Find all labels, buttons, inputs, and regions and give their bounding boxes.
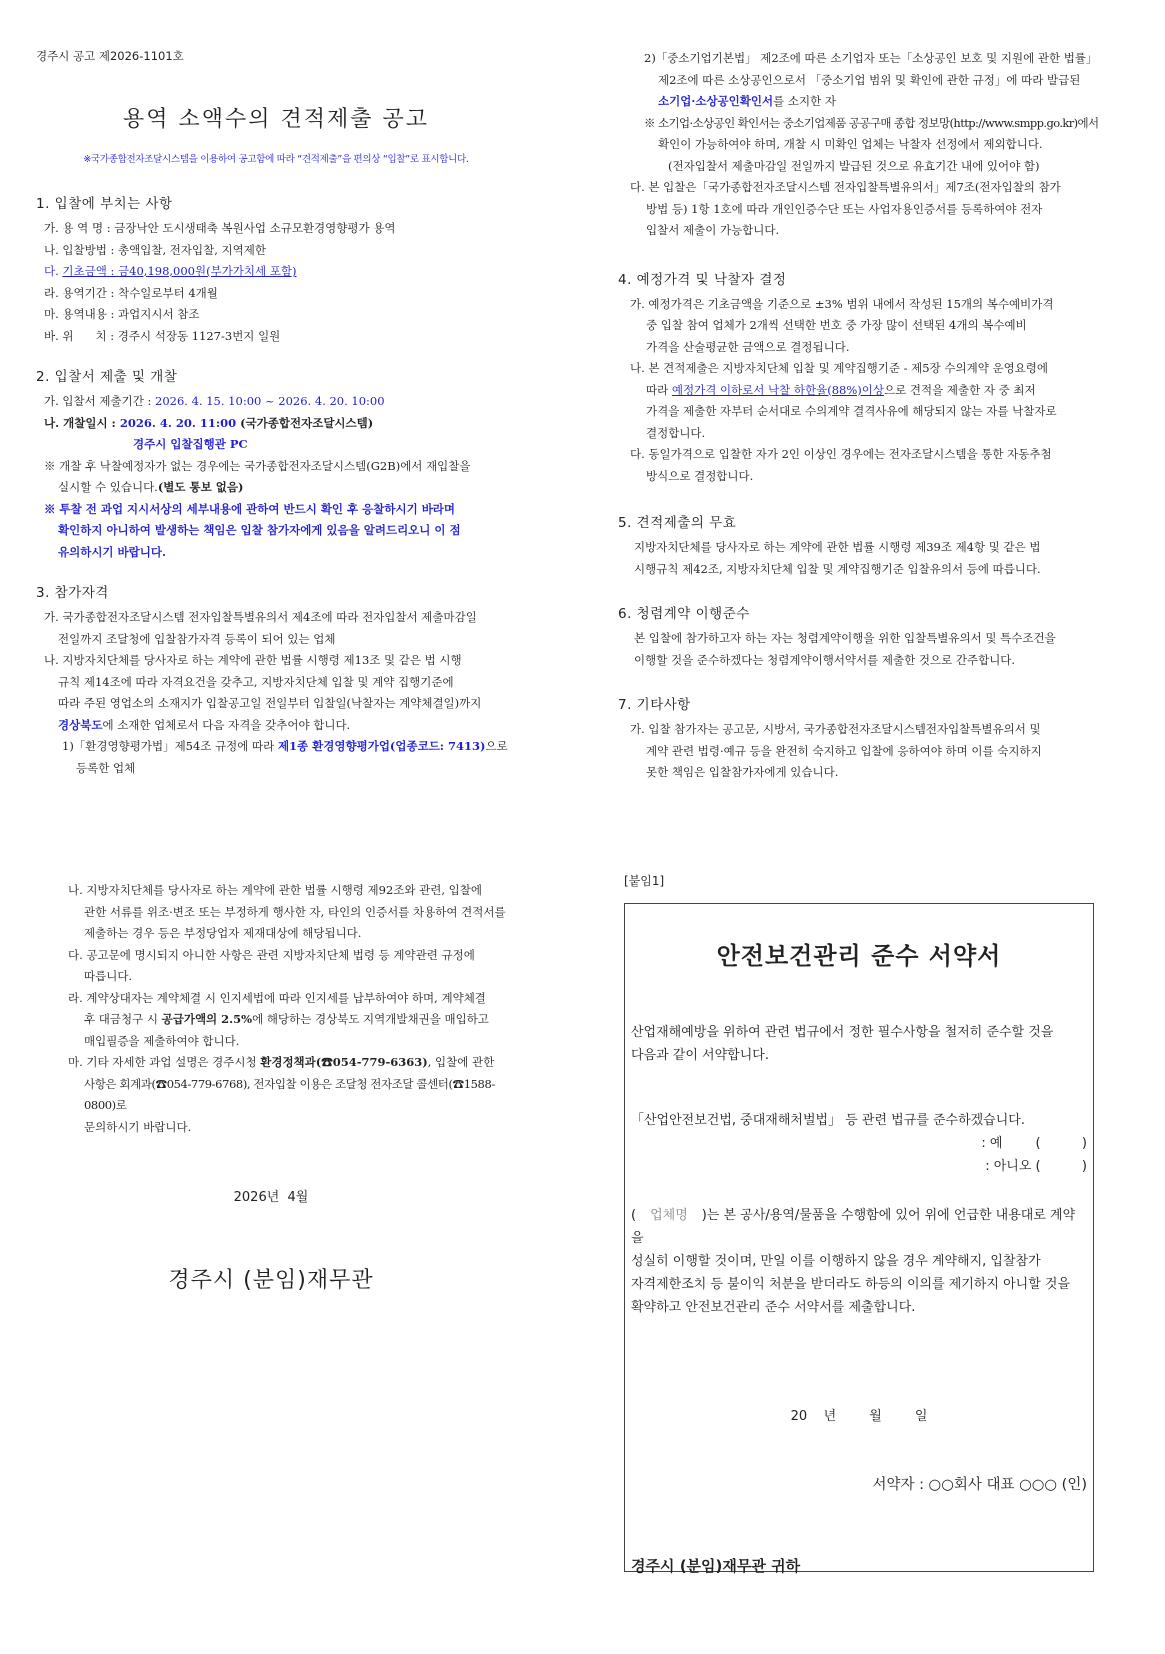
region-gyeongbuk: 경상북도 xyxy=(58,717,103,732)
pledge-no-option[interactable]: : 아니오 ( ) xyxy=(985,1159,1087,1174)
s4-item-da-2: 방식으로 결정합니다. xyxy=(646,468,754,483)
s7-item-ra-2-rest: 에 해당하는 경상북도 지역개발채권을 매입하고 xyxy=(252,1012,489,1026)
s2-note-1 xyxy=(36,456,516,499)
s6-para-1: 본 입찰에 참가하고자 하는 자는 청렴계약이행을 위한 입찰특별유의서 및 특수조건을 xyxy=(634,631,1056,645)
page-title: 용역 소액수의 견적제출 공고 xyxy=(122,107,429,132)
s7-item-ga xyxy=(618,719,1118,784)
s4-item-ga xyxy=(618,294,1118,359)
s3-item-ga-1: 가. 국가종합전자조달시스템 전자입찰특별유의서 제4조에 따라 전자입찰서 제출마감일 xyxy=(44,610,477,624)
s7-item-ma-1-prefix: 마. 기타 자세한 과업 설명은 경주시청 xyxy=(68,1055,261,1069)
s4-item-da-1: 다. 동일가격으로 입찰한 자가 2인 이상인 경우에는 전자조달시스템을 통한 자동추첨 xyxy=(630,447,1052,461)
pledge-question: 「산업안전보건법, 중대재해처벌법」 등 관련 법규를 준수하겠습니다. xyxy=(631,1113,1025,1128)
s4-item-ga-1: 가. 예정가격은 기초금액을 기준으로 ±3% 범위 내에서 작성된 15개의 복수예비가격 xyxy=(630,296,1054,311)
s2-item-na-suffix: (국가종합전자조달시스템) xyxy=(236,415,374,430)
s3-sub-note-a: ※ 소기업·소상공인 확인서는 중소기업제품 공공구매 종합 정보망(http://www.smpp.go.kr)에서 xyxy=(644,115,1099,130)
s7-item-ga-2: 계약 관련 법령·예규 등을 완전히 숙지하고 입찰에 응하여야 하며 이를 숙지하지 xyxy=(646,743,1042,758)
annex-label: [붙임1] xyxy=(624,874,665,888)
s5-para-1: 지방자치단체를 당사자로 하는 계약에 관한 법률 시행령 제39조 제4항 및 같은 법 xyxy=(634,540,1041,554)
pledge-body-2: 성실히 이행할 것이며, 만일 이를 이행하지 않을 경우 계약해지, 입찰참가 xyxy=(631,1254,1041,1269)
s3-item-da-2: 방법 등) 1항 1호에 따라 개인인증수단 또는 사업자용인증서를 등록하여야 전자 xyxy=(646,201,1043,216)
s7-item-ma xyxy=(56,1052,516,1138)
s4-item-na xyxy=(618,358,1118,444)
s2-note-1c: (별도 통보 없음) xyxy=(157,480,244,494)
pledge-yes-option[interactable]: : 예 ( ) xyxy=(981,1136,1087,1151)
s3-item-na-3: 따라 주된 영업소의 소재지가 입찰공고일 전일부터 입찰일(낙찰자는 계약체결일)까지 xyxy=(58,696,482,710)
issuer: 경주시 (분임)재무관 xyxy=(168,1268,374,1293)
s3-item-da-3: 입찰서 제출이 가능합니다. xyxy=(646,223,780,237)
base-amount-link[interactable]: 기초금액 : 금40,198,000원(부가가치세 포함) xyxy=(62,264,297,278)
s2-note-2b: 확인하지 아니하여 발생하는 책임은 입찰 참가자에게 있음을 알려드리오니 이 점 xyxy=(58,523,461,537)
s7-item-ra-1: 라. 계약상대자는 계약체결 시 인지세법에 따라 인지세를 납부하여야 하며, 계약체결 xyxy=(68,990,486,1005)
s2-note-2c: 유의하시기 바랍니다. xyxy=(58,544,166,559)
s7-item-ra-2-prefix: 후 대금청구 시 xyxy=(84,1012,162,1026)
s4-item-na-3: 가격을 제출한 자부터 순서대로 수의계약 결격사유에 해당되지 않는 자를 낙찰자로 xyxy=(646,404,1057,418)
s2-note-1a: ※ 개찰 후 낙찰예정자가 없는 경우에는 국가종합전자조달시스템(G2B)에서 재입찰을 xyxy=(44,458,471,473)
pledge-recipient: 경주시 (분임)재무관 귀하 xyxy=(631,1557,801,1575)
s7-item-na xyxy=(56,880,516,945)
s2-note-2 xyxy=(36,499,516,564)
s6-para-2: 이행할 것을 준수하겠다는 청렴계약이행서약서를 제출한 것으로 간주합니다. xyxy=(634,652,1016,667)
section-1 xyxy=(36,192,516,347)
notice-number: 경주시 공고 제2026-1101호 xyxy=(36,49,184,63)
s3-sub-item-2-1: 2)「중소기업기본법」 제2조에 따른 소기업자 또는「소상공인 보호 및 지원에 관한 법률」 xyxy=(644,51,1098,65)
s3-sub-note xyxy=(618,113,1118,178)
s3-sub-item-2-2: 제2조에 따른 소상공인으로서 「중소기업 범위 및 확인에 관한 규정」에 따라 발급된 xyxy=(658,72,1081,87)
bond-rate: 공급가액의 2.5% xyxy=(161,1012,253,1026)
section-7 xyxy=(618,693,1118,784)
s1-item-ra: 라. 용역기간 : 착수일로부터 4개월 xyxy=(44,285,218,300)
section-5 xyxy=(618,511,1118,580)
s4-item-na-2-prefix: 따라 xyxy=(646,382,672,397)
s3-sub-item-1-prefix: 1)「환경영향평가법」제54조 규정에 따라 xyxy=(62,739,278,753)
company-name-field[interactable]: 업체명 xyxy=(650,1208,688,1223)
s2-item-na-label: 나. 개찰일시 : xyxy=(44,415,120,430)
s1-item-na: 나. 입찰방법 : 총액입찰, 전자입찰, 지역제한 xyxy=(44,242,266,257)
section-4 xyxy=(618,268,1118,488)
s7-item-ra-3: 매입필증을 제출하여야 합니다. xyxy=(84,1033,240,1048)
subtitle-note: ※국가종합전자조달시스템을 이용하여 공고함에 따라 “견적제출”을 편의상 “입찰”로 표시합니다. xyxy=(83,154,469,165)
s3-sub-item-1-suffix: 으로 xyxy=(485,739,508,753)
s7-item-da-2: 따릅니다. xyxy=(84,969,133,983)
s3-item-ga-2: 전일까지 조달청에 입찰참가자격 등록이 되어 있는 업체 xyxy=(58,631,336,646)
pledge-title: 안전보건관리 준수 서약서 xyxy=(716,942,1002,970)
s3-item-ga xyxy=(36,607,516,650)
s3-item-na xyxy=(36,650,516,736)
section-3-heading: 3. 참가자격 xyxy=(36,585,109,601)
contact-env-policy: 환경정책과(☎054-779-6363) xyxy=(260,1055,428,1069)
s3-sub-note-c: (전자입찰서 제출마감일 전일까지 발급된 것으로 유효기간 내에 있어야 함) xyxy=(668,158,1040,173)
s3-sub-note-b: 확인이 가능하여야 하며, 개찰 시 미확인 업체는 낙찰자 선정에서 제외합니다. xyxy=(658,137,1043,151)
s3-sub-item-1 xyxy=(36,736,516,779)
s3-item-da-1: 다. 본 입찰은「국가종합전자조달시스템 전자입찰특별유의서」제7조(전자입찰의 참가 xyxy=(630,180,1061,194)
s4-item-na-4: 결정합니다. xyxy=(646,425,706,440)
s3-item-da xyxy=(618,177,1118,242)
s2-item-ga xyxy=(36,391,516,413)
pledge-body-1: )는 본 공사/용역/물품을 수행함에 있어 위에 언급한 내용대로 계약을 xyxy=(631,1208,1076,1246)
s1-item-da-prefix: 다. xyxy=(44,264,63,278)
s7-item-da xyxy=(56,945,516,988)
pledge-intro-1: 산업재해예방을 위하여 관련 법규에서 정한 필수사항을 철저히 준수할 것을 xyxy=(631,1025,1054,1040)
s4-item-na-1: 나. 본 견적제출은 지방자치단체 입찰 및 계약집행기준 - 제5장 수의계약 운영요령에 xyxy=(630,361,1049,375)
pledge-intro-2: 다음과 같이 서약합니다. xyxy=(631,1048,769,1063)
lower-limit-rate: 예정가격 이하로서 낙찰 하한율(88%)이상 xyxy=(671,382,885,397)
section-5-heading: 5. 견적제출의 무효 xyxy=(618,515,737,531)
section-7-heading: 7. 기타사항 xyxy=(618,697,691,713)
notice-left-column xyxy=(36,48,516,779)
opening-datetime: 2026. 4. 20. 11:00 xyxy=(119,415,237,430)
pledge-body-4: 확약하고 안전보건관리 준수 서약서를 제출합니다. xyxy=(631,1300,916,1315)
s3-sub-item-1-cont: 등록한 업체 xyxy=(76,760,136,775)
s3-item-na-4: 에 소재한 업체로서 다음 자격을 갖추어야 합니다. xyxy=(102,717,351,732)
section-4-heading: 4. 예정가격 및 낙찰자 결정 xyxy=(618,271,787,288)
s2-note-2a: ※ 투찰 전 과업 지시서상의 세부내용에 관하여 반드시 확인 후 응찰하시기 바라며 xyxy=(44,501,456,516)
s2-item-ga-prefix: 가. 입찰서 제출기간 : xyxy=(44,394,156,408)
notice-continued-column xyxy=(56,880,516,1294)
s7-item-ra xyxy=(56,988,516,1053)
s7-item-da-1: 다. 공고문에 명시되지 아니한 사항은 관련 지방자치단체 법령 등 계약관련 규정에 xyxy=(68,947,475,962)
s4-item-da xyxy=(618,444,1118,487)
pledge-open-paren: ( xyxy=(631,1208,637,1223)
section-2 xyxy=(36,365,516,563)
license-type: 제1종 환경영향평가업(업종코드: 7413) xyxy=(277,739,486,753)
pledge-intro xyxy=(631,1021,1087,1067)
s2-item-na xyxy=(36,413,516,435)
s7-item-na-1: 나. 지방자치단체를 당사자로 하는 계약에 관한 법률 시행령 제92조와 관련, 입찰에 xyxy=(68,883,482,897)
s1-item-ma: 마. 용역내용 : 과업지시서 참조 xyxy=(44,307,200,321)
pledge-body-3: 자격제한조치 등 불이익 처분을 받더라도 하등의 이의를 제기하지 아니할 것을 xyxy=(631,1277,1071,1292)
pledge-date-line[interactable]: 20 년 월 일 xyxy=(790,1409,928,1424)
s7-item-ma-1-rest: , 입찰에 관한 xyxy=(427,1055,495,1069)
submission-period: 2026. 4. 15. 10:00 ~ 2026. 4. 20. 10:00 xyxy=(155,394,385,408)
pledge-body xyxy=(631,1204,1087,1319)
section-3 xyxy=(36,581,516,779)
s7-item-na-3: 제출하는 경우 등은 부정당업자 제재대상에 해당됩니다. xyxy=(84,926,362,940)
s5-para-2: 시행규칙 제42조, 지방자치단체 입찰 및 계약집행기준 입찰유의서 등에 따릅니다. xyxy=(634,561,1041,576)
s7-item-ga-1: 가. 입찰 참가자는 공고문, 시방서, 국가종합전자조달시스템전자입찰특별유의서 및 xyxy=(630,722,1041,736)
s7-item-ma-2: 사항은 회계과(☎054-779-6768), 전자입찰 이용은 조달청 전자조달 콜센터(☎1588-0800)로 xyxy=(84,1076,495,1112)
s7-item-na-2: 관한 서류를 위조·변조 또는 부정하게 행사한 자, 타인의 인증서를 차용하여 견적서를 xyxy=(84,904,506,919)
s3-item-na-1: 나. 지방자치단체를 당사자로 하는 계약에 관한 법률 시행령 제13조 및 같은 법 시행 xyxy=(44,653,462,667)
s1-item-da xyxy=(36,261,516,283)
s4-item-ga-2: 중 입찰 참여 업체가 2개씩 선택한 번호 중 가장 많이 선택된 4개의 복수예비 xyxy=(646,318,1027,332)
s3-sub-item-2-3: 를 소지한 자 xyxy=(773,94,836,108)
s1-item-ga: 가. 용 역 명 : 금장낙안 도시생태축 복원사업 소규모환경영향평가 용역 xyxy=(44,221,396,235)
s7-item-ga-3: 못한 책임은 입찰참가자에게 있습니다. xyxy=(646,765,839,779)
notice-right-column xyxy=(618,48,1118,784)
section-1-heading: 1. 입찰에 부치는 사항 xyxy=(36,196,173,212)
s4-item-na-2-rest: 으로 견적을 제출한 자 중 최저 xyxy=(884,382,1036,397)
opening-place: 경주시 입찰집행관 PC xyxy=(133,437,248,451)
sme-certificate: 소기업·소상공인확인서 xyxy=(658,94,774,108)
s3-sub-item-2 xyxy=(618,48,1118,113)
pledge-signer[interactable]: 서약자 : ○○회사 대표 ○○○ (인) xyxy=(872,1477,1087,1493)
s3-item-na-2: 규칙 제14조에 따라 자격요건을 갖추고, 지방자치단체 입찰 및 계약 집행기준에 xyxy=(58,674,454,689)
safety-pledge-form xyxy=(624,903,1094,1575)
section-6-heading: 6. 청렴계약 이행준수 xyxy=(618,606,750,622)
s7-item-ma-3: 문의하시기 바랍니다. xyxy=(84,1119,192,1134)
issue-date: 2026년 4월 xyxy=(233,1190,309,1205)
s4-item-ga-3: 가격을 산술평균한 금액으로 결정됩니다. xyxy=(646,339,850,354)
section-2-heading: 2. 입찰서 제출 및 개찰 xyxy=(36,369,178,385)
section-6 xyxy=(618,602,1118,671)
s2-note-1b: 실시할 수 있습니다. xyxy=(58,480,158,494)
s1-item-ba: 바. 위 치 : 경주시 석장동 1127-3번지 일원 xyxy=(44,328,281,343)
